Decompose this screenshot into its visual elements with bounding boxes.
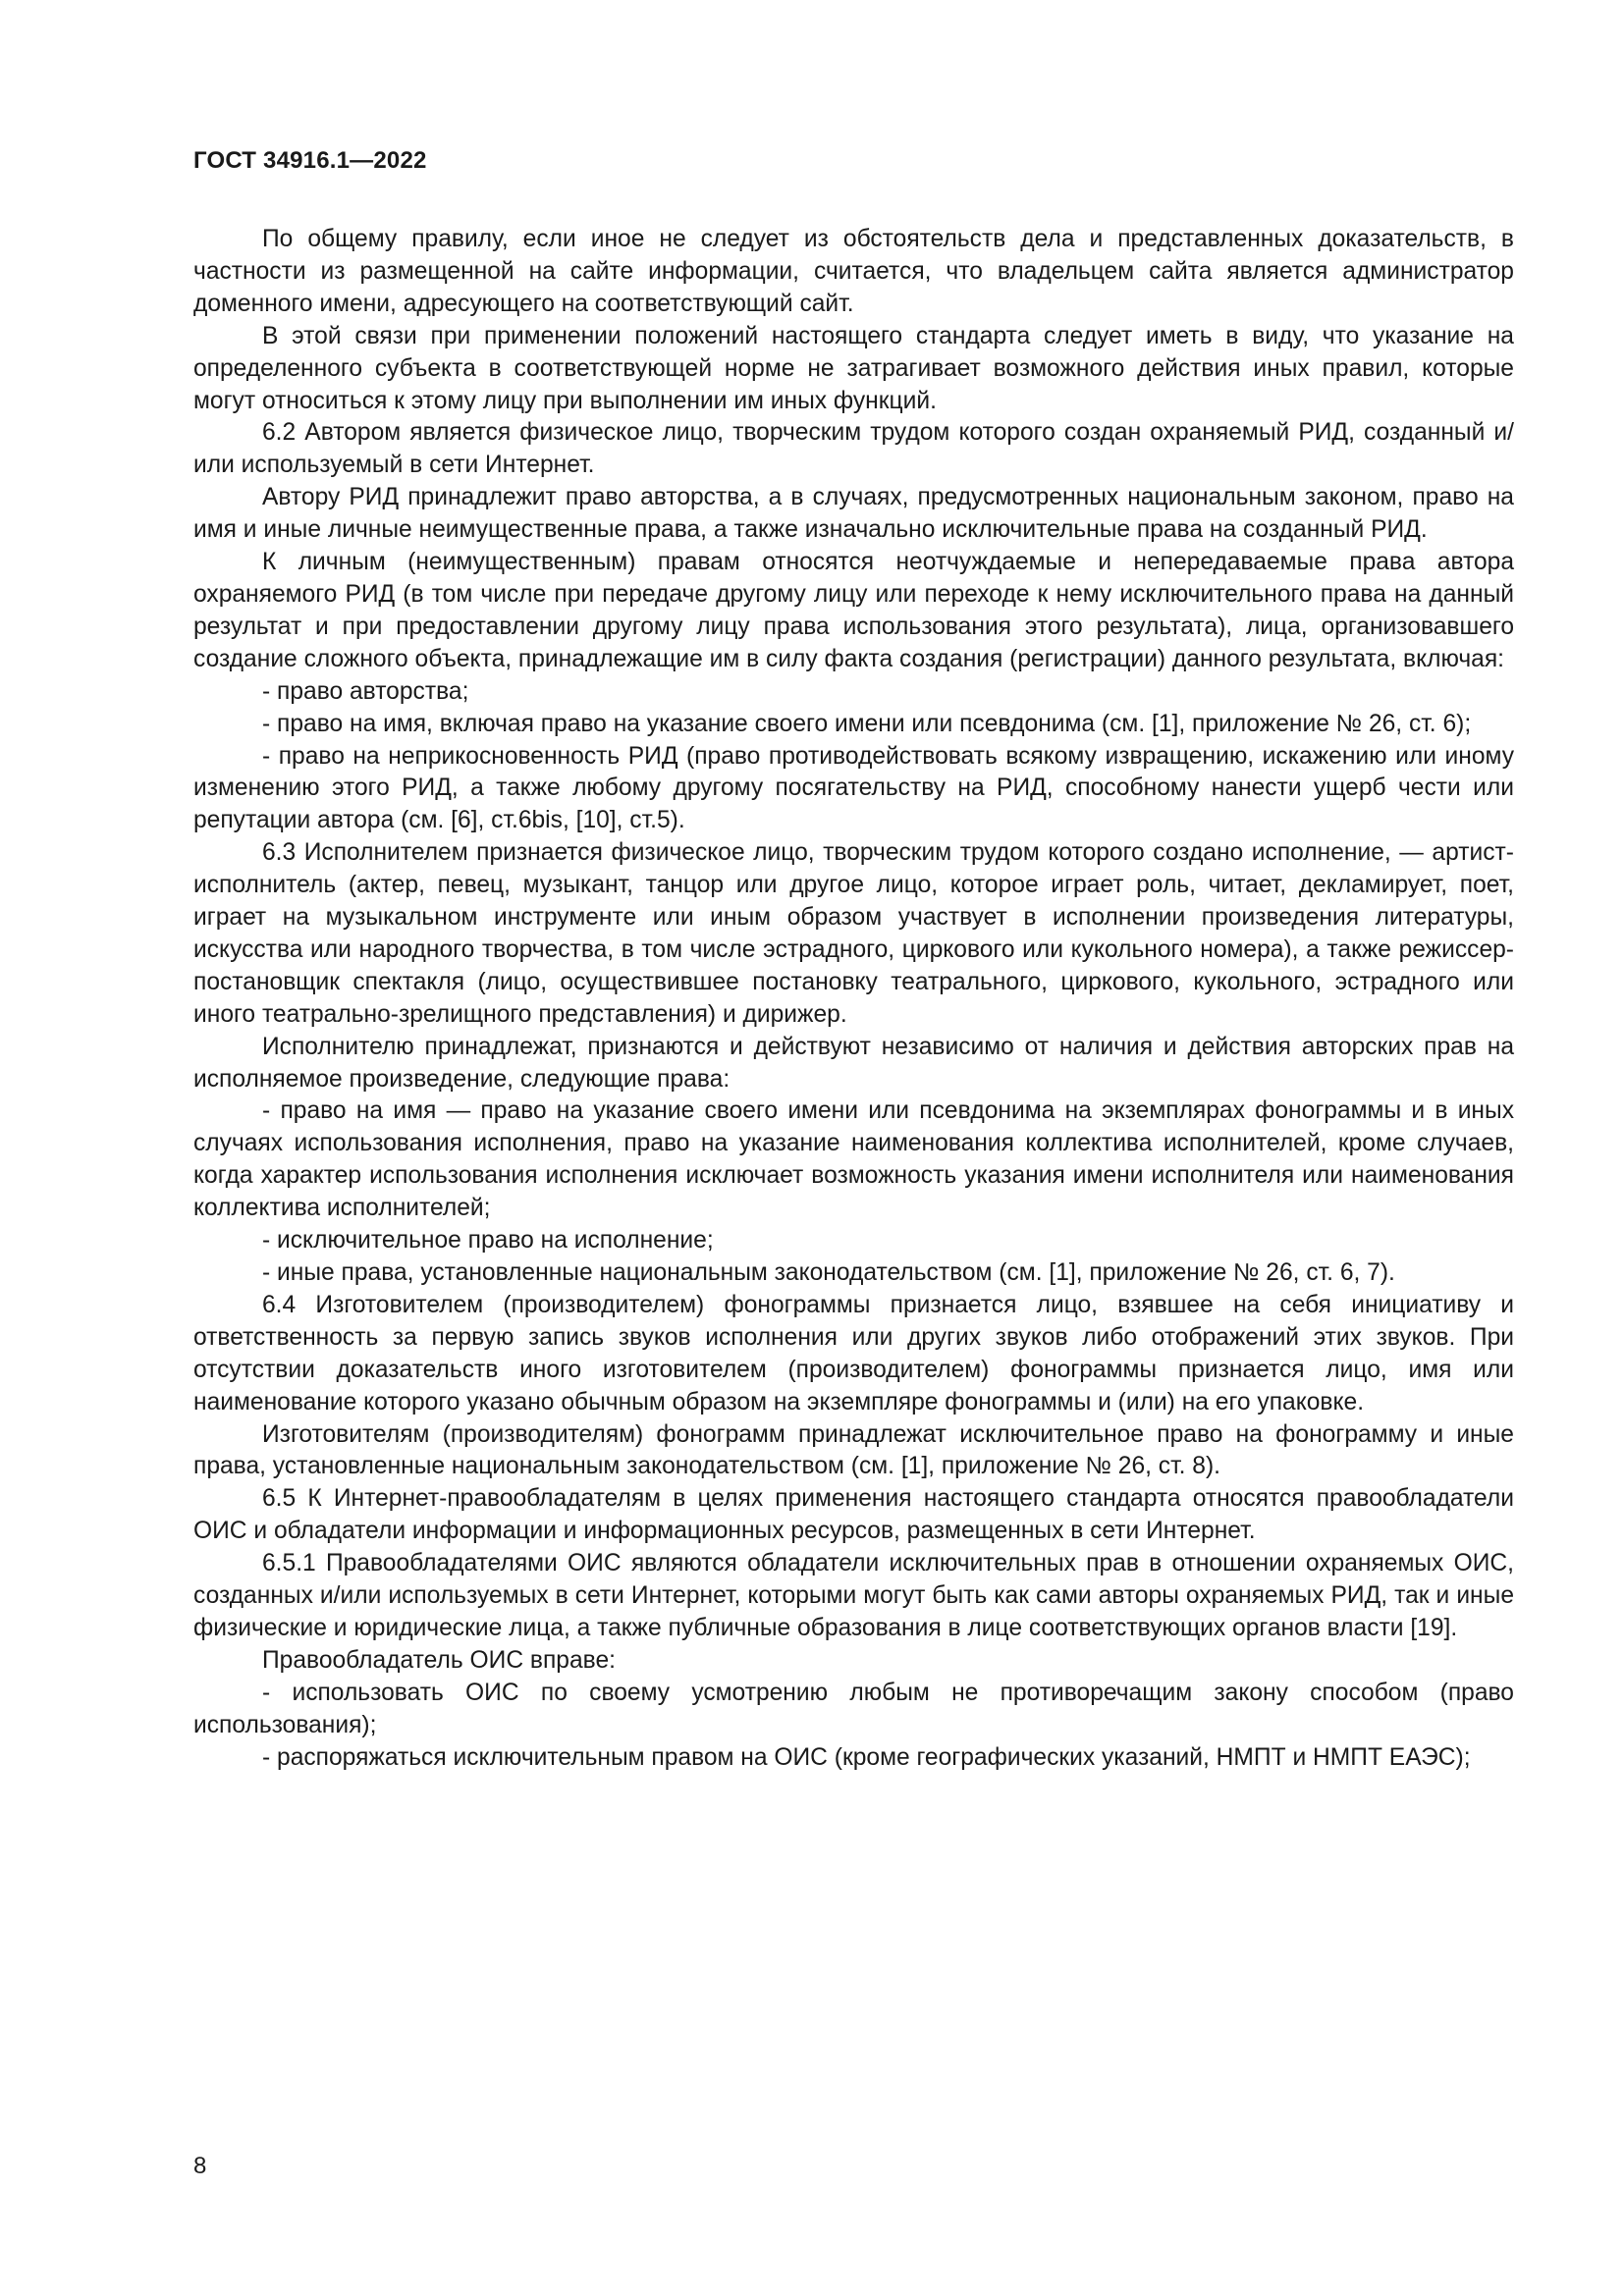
list-item-authorship: - право авторства; bbox=[262, 677, 469, 705]
paragraph-6-2-author: 6.2 Автором является физическое лицо, творческим трудом которого создан охраняемый РИД, созданный и/или используемый в сети Интернет. bbox=[193, 419, 1514, 479]
document-body bbox=[193, 224, 1514, 1775]
list-item-exclusive-performance: - исключительное право на исполнение; bbox=[262, 1227, 714, 1255]
paragraph-subject-reference: В этой связи при применении положений настоящего стандарта следует иметь в виду, что указание на определенного субъекта в соответствующей норме не затрагивает возможного действия иных правил, которые могут относиться к этому лицу при выполнении им иных функций. bbox=[193, 322, 1514, 414]
paragraph-author-rights: Автору РИД принадлежит право авторства, а в случаях, предусмотренных национальным законом, право на имя и иные личные неимущественные права, а также изначально исключительные права на созданный РИД. bbox=[193, 484, 1514, 544]
list-item-performer-name: - право на имя — право на указание своего имени или псевдонима на экземплярах фонограммы и в иных случаях использования исполнения, право на указание наименования коллектива исполнителей, кроме случаев, когда характер использования исполнения исключает возможность указания имени исполнителя или наименования коллектива исполнителей; bbox=[193, 1097, 1514, 1222]
list-item-integrity: - право на неприкосновенность РИД (право противодействовать всякому извращению, искажению или иному изменению этого РИД, а также любому другому посягательству на РИД, способному нанести ущерб чести или репутации автора (см. [6], ст.6bis, [10], ст.5). bbox=[193, 742, 1514, 834]
list-item-dispose-ois: - распоряжаться исключительным правом на ОИС (кроме географических указаний, НМПТ и НМПТ ЕАЭС); bbox=[262, 1743, 1471, 1771]
paragraph-site-owner-rule: По общему правилу, если иное не следует из обстоятельств дела и представленных доказательств, в частности из размещенной на сайте информации, считается, что владельцем сайта является администратор доменного имени, адресующего на соответствующий сайт. bbox=[193, 226, 1514, 317]
list-item-other-rights: - иные права, установленные национальным законодательством (см. [1], приложение № 26, ст. 6, 7). bbox=[262, 1259, 1395, 1286]
paragraph-6-5-internet-rightholders: 6.5 К Интернет-правообладателям в целях применения настоящего стандарта относятся правообладатели ОИС и обладатели информации и информационных ресурсов, размещенных в сети Интернет. bbox=[193, 1485, 1514, 1545]
document-standard-id: ГОСТ 34916.1—2022 bbox=[193, 147, 427, 174]
paragraph-phonogram-rights: Изготовителям (производителям) фонограмм принадлежат исключительное право на фонограмму и иные права, установленные национальным законодательством (см. [1], приложение № 26, ст. 8). bbox=[193, 1420, 1514, 1480]
paragraph-rightholder-entitled: Правообладатель ОИС вправе: bbox=[262, 1646, 616, 1674]
paragraph-personal-rights: К личным (неимущественным) правам относятся неотчуждаемые и непередаваемые права автора охраняемого РИД (в том числе при передаче другому лицу или переходе к нему исключительного права на данный результат и при предоставлении другому лицу права использования этого результата), лица, организовавшего создание сложного объекта, принадлежащие им в силу факта создания (регистрации) данного результата, включая: bbox=[193, 549, 1514, 672]
paragraph-performer-rights: Исполнителю принадлежат, признаются и действуют независимо от наличия и действия авторских прав на исполняемое произведение, следующие права: bbox=[193, 1033, 1514, 1093]
paragraph-6-5-1-ois-rightholders: 6.5.1 Правообладателями ОИС являются обладатели исключительных прав в отношении охраняемых ОИС, созданных и/или используемых в сети Интернет, которыми могут быть как сами авторы охраняемых РИД, так и иные физические и юридические лица, а также публичные образования в лице соответствующих органов власти [19]. bbox=[193, 1550, 1514, 1641]
list-item-right-to-name: - право на имя, включая право на указание своего имени или псевдонима (см. [1], приложение № 26, ст. 6); bbox=[262, 710, 1472, 737]
paragraph-6-3-performer: 6.3 Исполнителем признается физическое лицо, творческим трудом которого создано исполнение, — артист-исполнитель (актер, певец, музыкант, танцор или другое лицо, которое играет роль, читает, декламирует, поет, играет на музыкальном инструменте или иным образом участвует в исполнении произведения литературы, искусства или народного творчества, в том числе эстрадного, циркового или кукольного номера), а также режиссер-постановщик спектакля (лицо, осуществившее постановку театрального, циркового, кукольного, эстрадного или иного театрально-зрелищного представления) и дирижер. bbox=[193, 839, 1514, 1028]
paragraph-6-4-phonogram: 6.4 Изготовителем (производителем) фонограммы признается лицо, взявшее на себя инициативу и ответственность за первую запись звуков исполнения или других звуков либо отображений этих звуков. При отсутствии доказательств иного изготовителем (производителем) фонограммы признается лицо, имя или наименование которого указано обычным образом на экземпляре фонограммы и (или) на его упаковке. bbox=[193, 1291, 1514, 1415]
page-number: 8 bbox=[193, 2153, 207, 2179]
list-item-use-ois: - использовать ОИС по своему усмотрению любым не противоречащим закону способом (право использования); bbox=[193, 1679, 1514, 1738]
